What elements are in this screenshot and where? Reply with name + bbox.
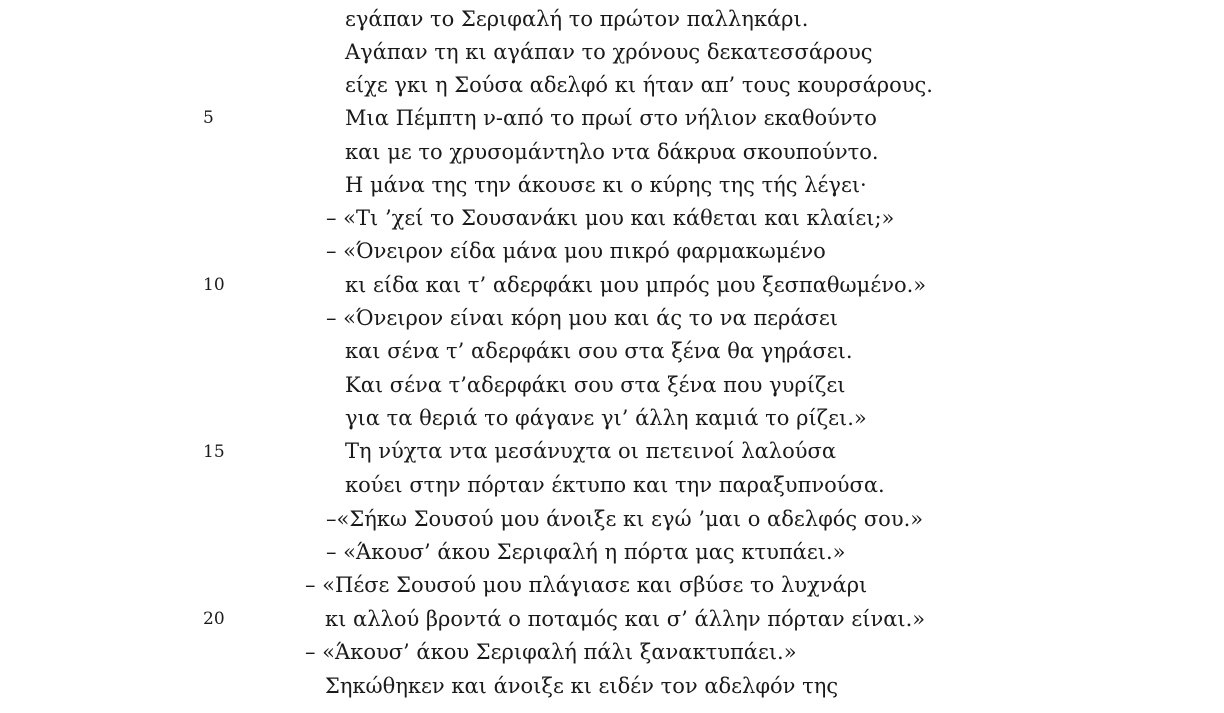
verse-line: – «Όνειρον είναι κόρη μου και άς το να περάσει [326, 306, 838, 330]
verse-line: Η μάνα της την άκουσε κι ο κύρης της τής λέγει· [345, 173, 867, 197]
verse-line: εγάπαν το Σεριφαλή το πρώτον παλληκάρι. [345, 7, 809, 31]
verse-line: – «Όνειρον είδα μάνα μου πικρό φαρμακωμένο [326, 239, 826, 263]
verse-line: Μια Πέμπτη ν-από το πρωί στο νήλιον εκαθούντο [345, 106, 877, 130]
line-number: 20 [203, 609, 225, 629]
verse-line: κι αλλού βροντά ο ποταμός και σ’ άλλην πόρταν είναι.» [325, 607, 926, 631]
verse-line: και με το χρυσομάντηλο ντα δάκρυα σκουπούντο. [345, 140, 879, 164]
verse-line: για τα θεριά το φάγανε γι’ άλλη καμιά το ρίζει.» [345, 406, 867, 430]
verse-line: Αγάπαν τη κι αγάπαν το χρόνους δεκατεσσάρους [345, 40, 873, 64]
verse-line: είχε γκι η Σούσα αδελφό κι ήταν απ’ τους κουρσάρους. [345, 73, 933, 97]
verse-line: Σηκώθηκεν και άνοιξε κι ειδέν τον αδελφόν της [325, 674, 839, 698]
line-number: 5 [203, 108, 214, 128]
verse-line: – «Πέσε Σουσού μου πλάγιασε και σβύσε το λυχνάρι [305, 573, 868, 597]
verse-line: κούει στην πόρταν έκτυπο και την παραξυπνούσα. [345, 473, 885, 497]
verse-line: –«Σήκω Σουσού μου άνοιξε κι εγώ ’μαι ο αδελφός σου.» [326, 507, 924, 531]
line-number: 15 [203, 442, 225, 462]
verse-line: κι είδα και τ’ αδερφάκι μου μπρός μου ξεσπαθωμένο.» [345, 273, 927, 297]
verse-line: Και σένα τ’αδερφάκι σου στα ξένα που γυρίζει [345, 373, 846, 397]
verse-line: και σένα τ’ αδερφάκι σου στα ξένα θα γηράσει. [345, 339, 853, 363]
verse-line: – «Άκουσ’ άκου Σεριφαλή η πόρτα μας κτυπάει.» [326, 540, 846, 564]
verse-line: – «Άκουσ’ άκου Σεριφαλή πάλι ξανακτυπάει.» [305, 640, 797, 664]
verse-line: Τη νύχτα ντα μεσάνυχτα οι πετεινοί λαλούσα [345, 439, 837, 463]
line-number: 10 [203, 275, 225, 295]
verse-line: – «Τι ’χεί το Σουσανάκι μου και κάθεται και κλαίει;» [326, 206, 895, 230]
